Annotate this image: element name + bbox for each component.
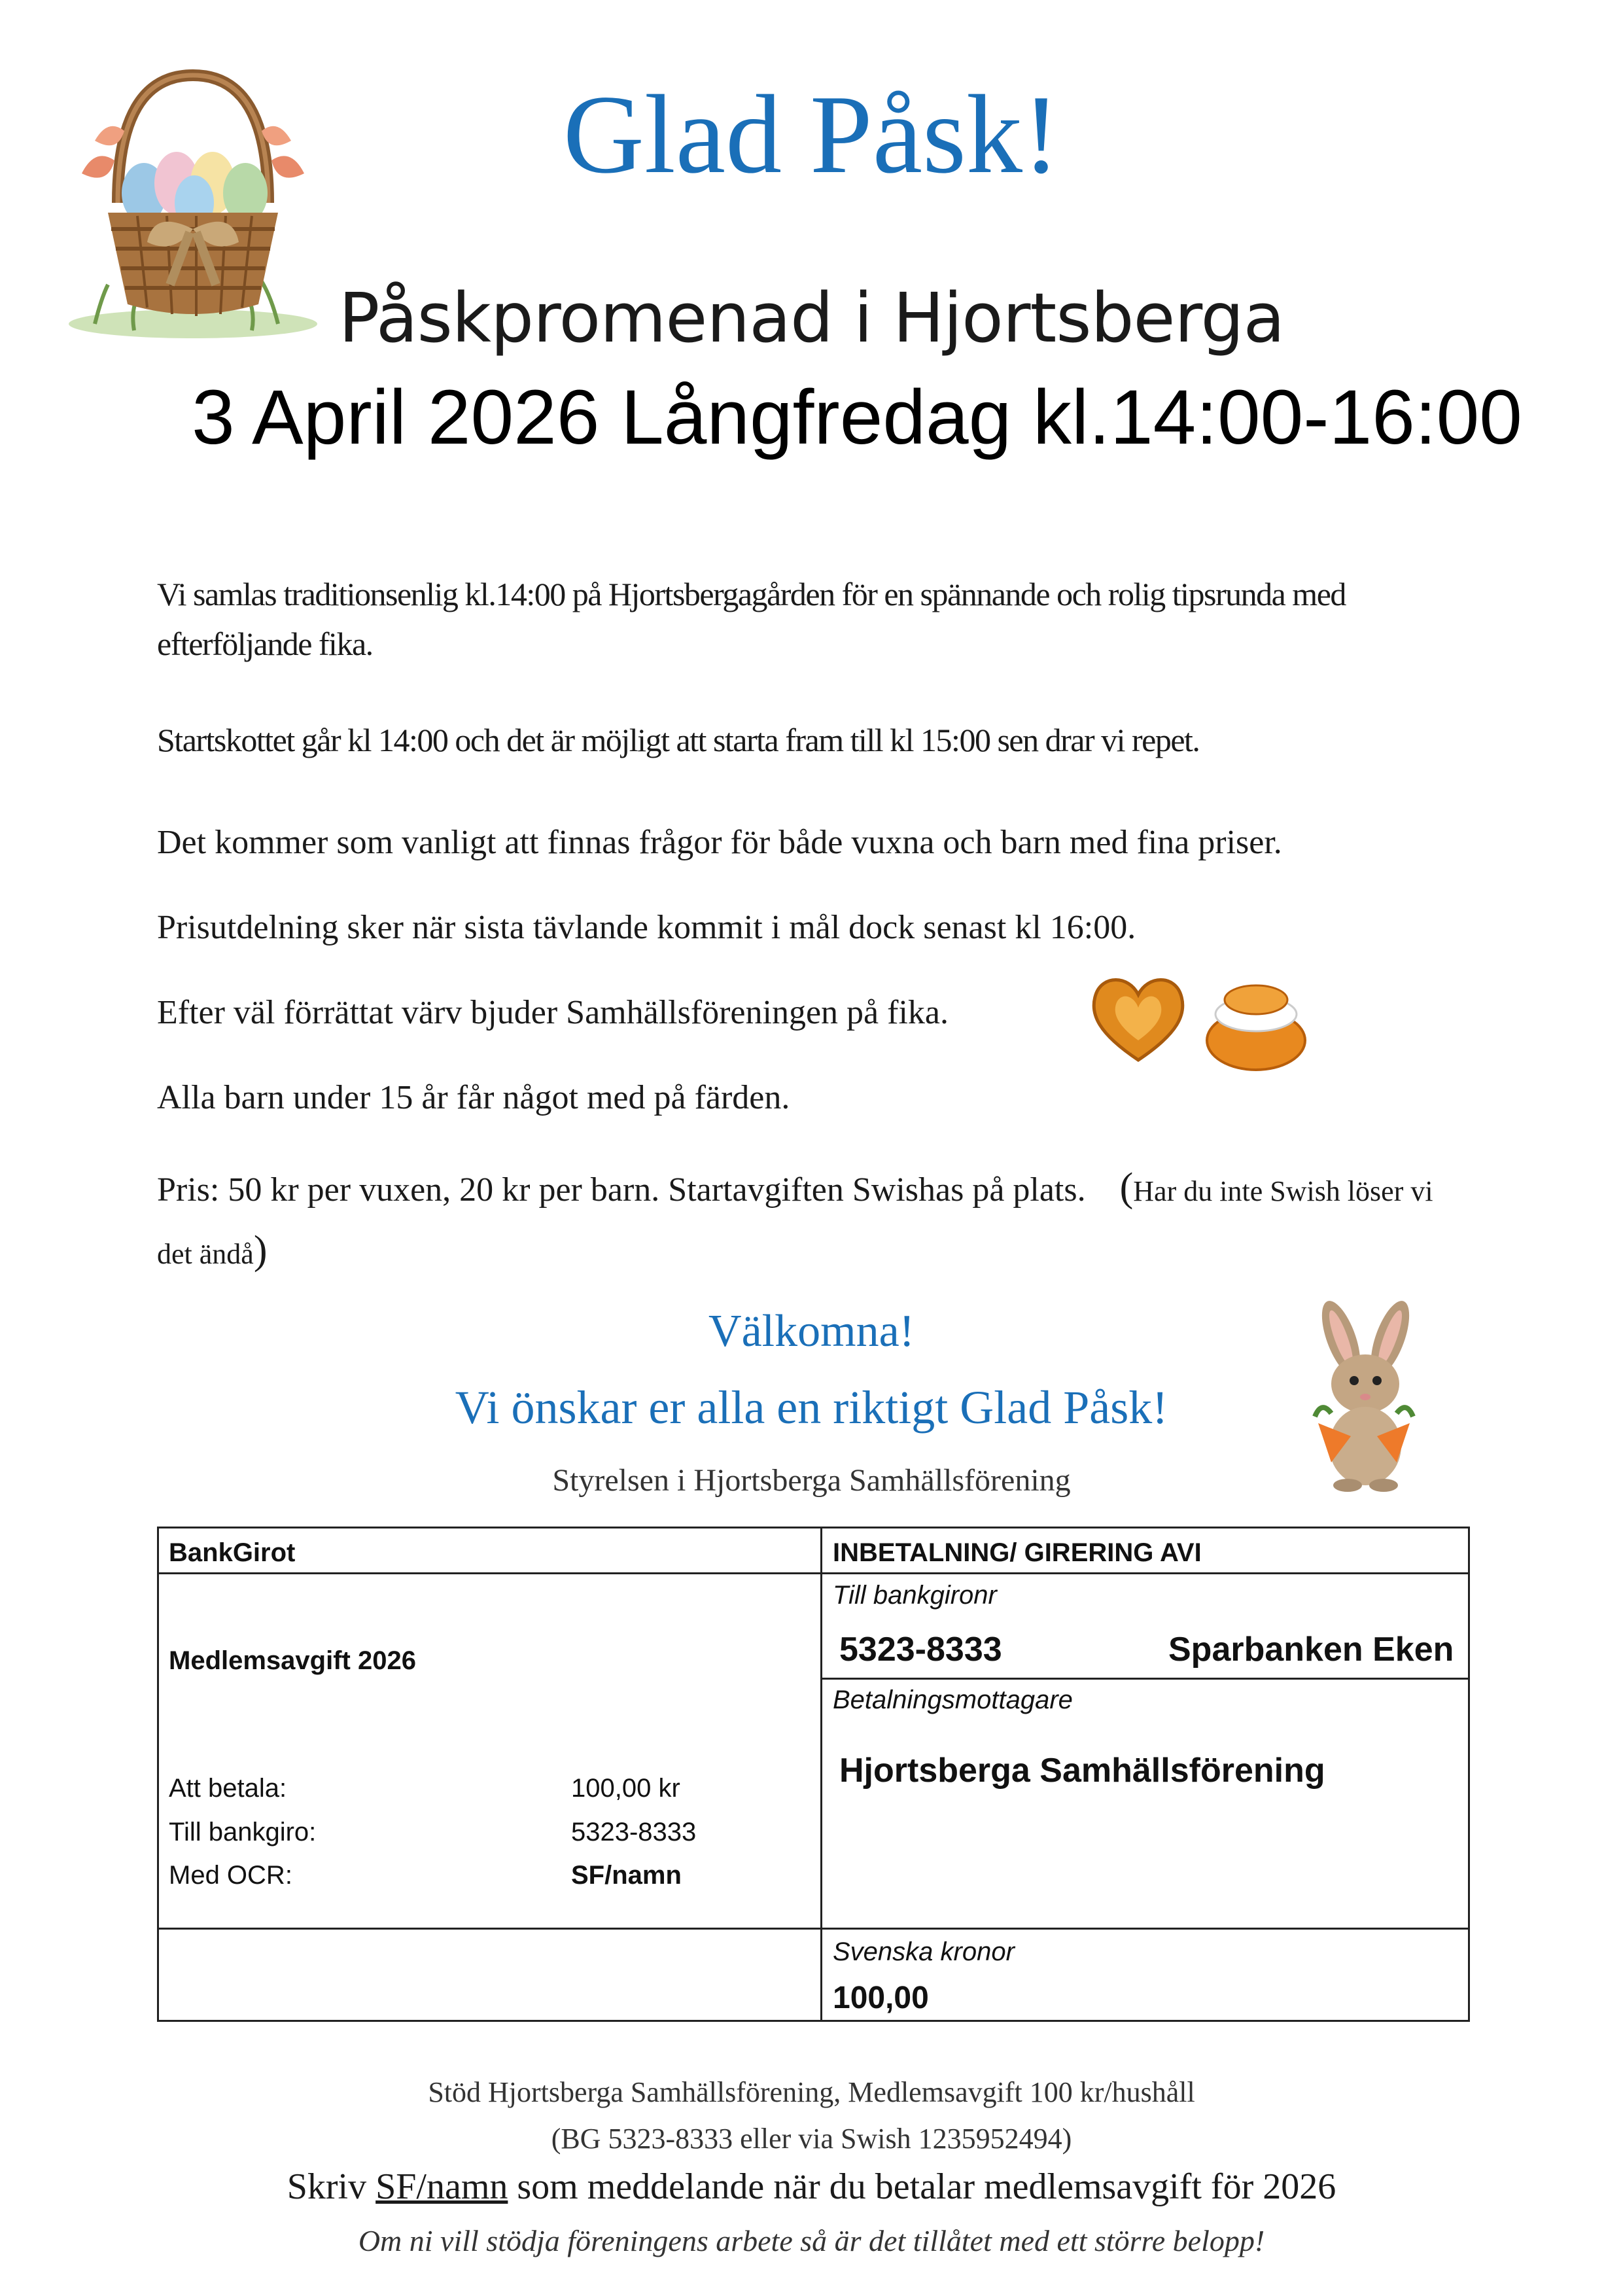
donation-note: Om ni vill stödja föreningens arbete så är det tillåtet med ett större belopp! [358,2224,1265,2257]
price-text: Pris: 50 kr per vuxen, 20 kr per barn. Startavgiften Swishas på plats. [157,1171,1086,1209]
total-amount: 100,00 [833,1981,929,2015]
support-text: Stöd Hjortsberga Samhällsförening, Medlemsavgift 100 kr/hushåll [428,2076,1195,2108]
start-paragraph: Startskottet går kl 14:00 och det är möjligt att starta fram till kl 15:00 sen drar vi repet. [157,722,1200,758]
instruction-suffix: som meddelande när du betalar medlemsavgift för 2026 [517,2166,1336,2207]
ocr-label: Med OCR: [169,1861,292,1890]
board-signature: Styrelsen i Hjortsberga Samhällsförening [552,1463,1071,1498]
event-datetime: 3 April 2026 Långfredag kl.14:00-16:00 [192,374,1522,461]
semla-bun-illustration [1204,975,1308,1073]
greeting-heading: Vi önskar er alla en riktigt Glad Påsk! [455,1381,1168,1434]
ocr-value: SF/namn [571,1861,682,1890]
intro-paragraph: Vi samlas traditionsenlig kl.14:00 på Hjortsbergagården för en spännande och rolig tipsrunda med efterföljande fika. [157,576,1346,662]
amount-label: Att betala: [169,1774,287,1803]
fika-paragraph: Efter väl förrättat värv bjuder Samhällsföreningen på fika. [157,994,949,1031]
fee-title: Medlemsavgift 2026 [169,1646,416,1675]
prize-paragraph: Prisutdelning sker när sista tävlande kommit i mål dock senast kl 16:00. [157,909,1136,946]
recipient-name: Hjortsberga Samhällsförening [839,1752,1325,1790]
to-bankgiro-label: Till bankgironr [833,1581,997,1610]
bankgiro-number: 5323-8333 [839,1631,1002,1669]
instruction-prefix: Skriv [287,2166,367,2207]
bankgiro-label: Till bankgiro: [169,1818,317,1846]
form-type-header: INBETALNING/ GIRERING AVI [833,1538,1202,1567]
currency-label: Svenska kronor [833,1937,1015,1966]
welcome-heading: Välkomna! [708,1306,915,1356]
note-close-paren: ) [253,1228,268,1273]
event-title: Påskpromenad i Hjortsberga [338,278,1285,358]
form-divider [820,1528,822,2020]
bankgiro-value: 5323-8333 [571,1818,697,1846]
form-divider [159,1572,1468,1574]
questions-paragraph: Det kommer som vanligt att finnas frågor för både vuxna och barn med fina priser. [157,824,1282,861]
payment-instruction [0,2166,1623,2208]
ocr-code: SF/namn [375,2166,508,2207]
swish-note: Har du inte Swish löser vi det ändå [157,1175,1433,1270]
price-paragraph [157,1158,1439,1284]
note-open-paren: ( [1119,1165,1134,1210]
heart-cookie-illustration [1086,968,1191,1067]
recipient-label: Betalningsmottagare [833,1686,1073,1714]
form-divider [159,1928,1468,1930]
bankgiro-header: BankGirot [169,1538,296,1567]
bankgiro-form [157,1527,1470,2022]
page-title: Glad Påsk! [563,73,1060,197]
bank-name: Sparbanken Eken [1168,1631,1454,1669]
bg-swish-text: (BG 5323-8333 eller via Swish 1235952494) [551,2123,1072,2155]
amount-value: 100,00 kr [571,1774,680,1803]
children-paragraph: Alla barn under 15 år får något med på färden. [157,1079,790,1116]
form-divider [820,1678,1468,1680]
